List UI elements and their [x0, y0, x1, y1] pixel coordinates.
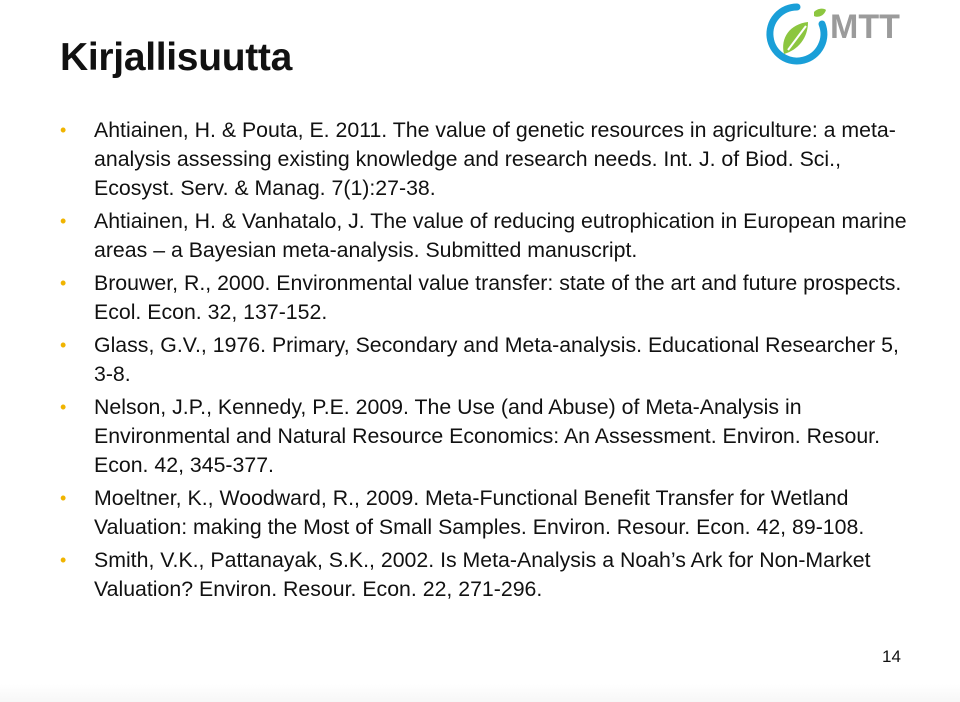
reference-item	[60, 269, 910, 327]
reference-item	[60, 393, 910, 480]
bullet-icon: •	[60, 550, 67, 570]
reference-item	[60, 116, 910, 203]
reference-item	[60, 331, 910, 389]
reference-text: Brouwer, R., 2000. Environmental value transfer: state of the art and future prospects. Ecol. Econ. 32, 137-152.	[94, 271, 902, 324]
bullet-icon: •	[60, 273, 67, 293]
reference-text: Glass, G.V., 1976. Primary, Secondary and Meta-analysis. Educational Researcher 5, 3-8.	[94, 333, 899, 386]
reference-text: Moeltner, K., Woodward, R., 2009. Meta-Functional Benefit Transfer for Wetland Valuation: making the Most of Small Samples. Environ. Resour. Econ. 42, 89-108.	[94, 486, 865, 539]
reference-list	[60, 116, 910, 608]
page-number: 14	[882, 647, 901, 666]
reference-text: Ahtiainen, H. & Pouta, E. 2011. The value of genetic resources in agriculture: a meta-analysis assessing existing knowledge and research needs. Int. J. of Biod. Sci., Ecosyst. Serv. & Manag. 7(1):27-38.	[94, 118, 896, 200]
bullet-icon: •	[60, 335, 67, 355]
reference-item	[60, 484, 910, 542]
footer-band	[0, 684, 960, 702]
reference-text: Smith, V.K., Pattanayak, S.K., 2002. Is Meta-Analysis a Noah’s Ark for Non-Market Valuation? Environ. Resour. Econ. 22, 271-296.	[94, 548, 871, 601]
bullet-icon: •	[60, 120, 67, 140]
reference-item	[60, 546, 910, 604]
slide-title: Kirjallisuutta	[60, 36, 293, 79]
reference-text: Nelson, J.P., Kennedy, P.E. 2009. The Use (and Abuse) of Meta-Analysis in Environmental and Natural Resource Economics: An Assessment. Environ. Resour. Econ. 42, 345-377.	[94, 395, 880, 477]
bullet-icon: •	[60, 397, 67, 417]
bullet-icon: •	[60, 211, 67, 231]
mtt-logo	[764, 2, 954, 68]
bullet-icon: •	[60, 488, 67, 508]
reference-text: Ahtiainen, H. & Vanhatalo, J. The value of reducing eutrophication in European marine areas – a Bayesian meta-analysis. Submitted manuscript.	[94, 209, 907, 262]
mtt-leaf-logo-icon	[770, 7, 826, 61]
reference-item	[60, 207, 910, 265]
logo-text: MTT	[830, 8, 900, 46]
